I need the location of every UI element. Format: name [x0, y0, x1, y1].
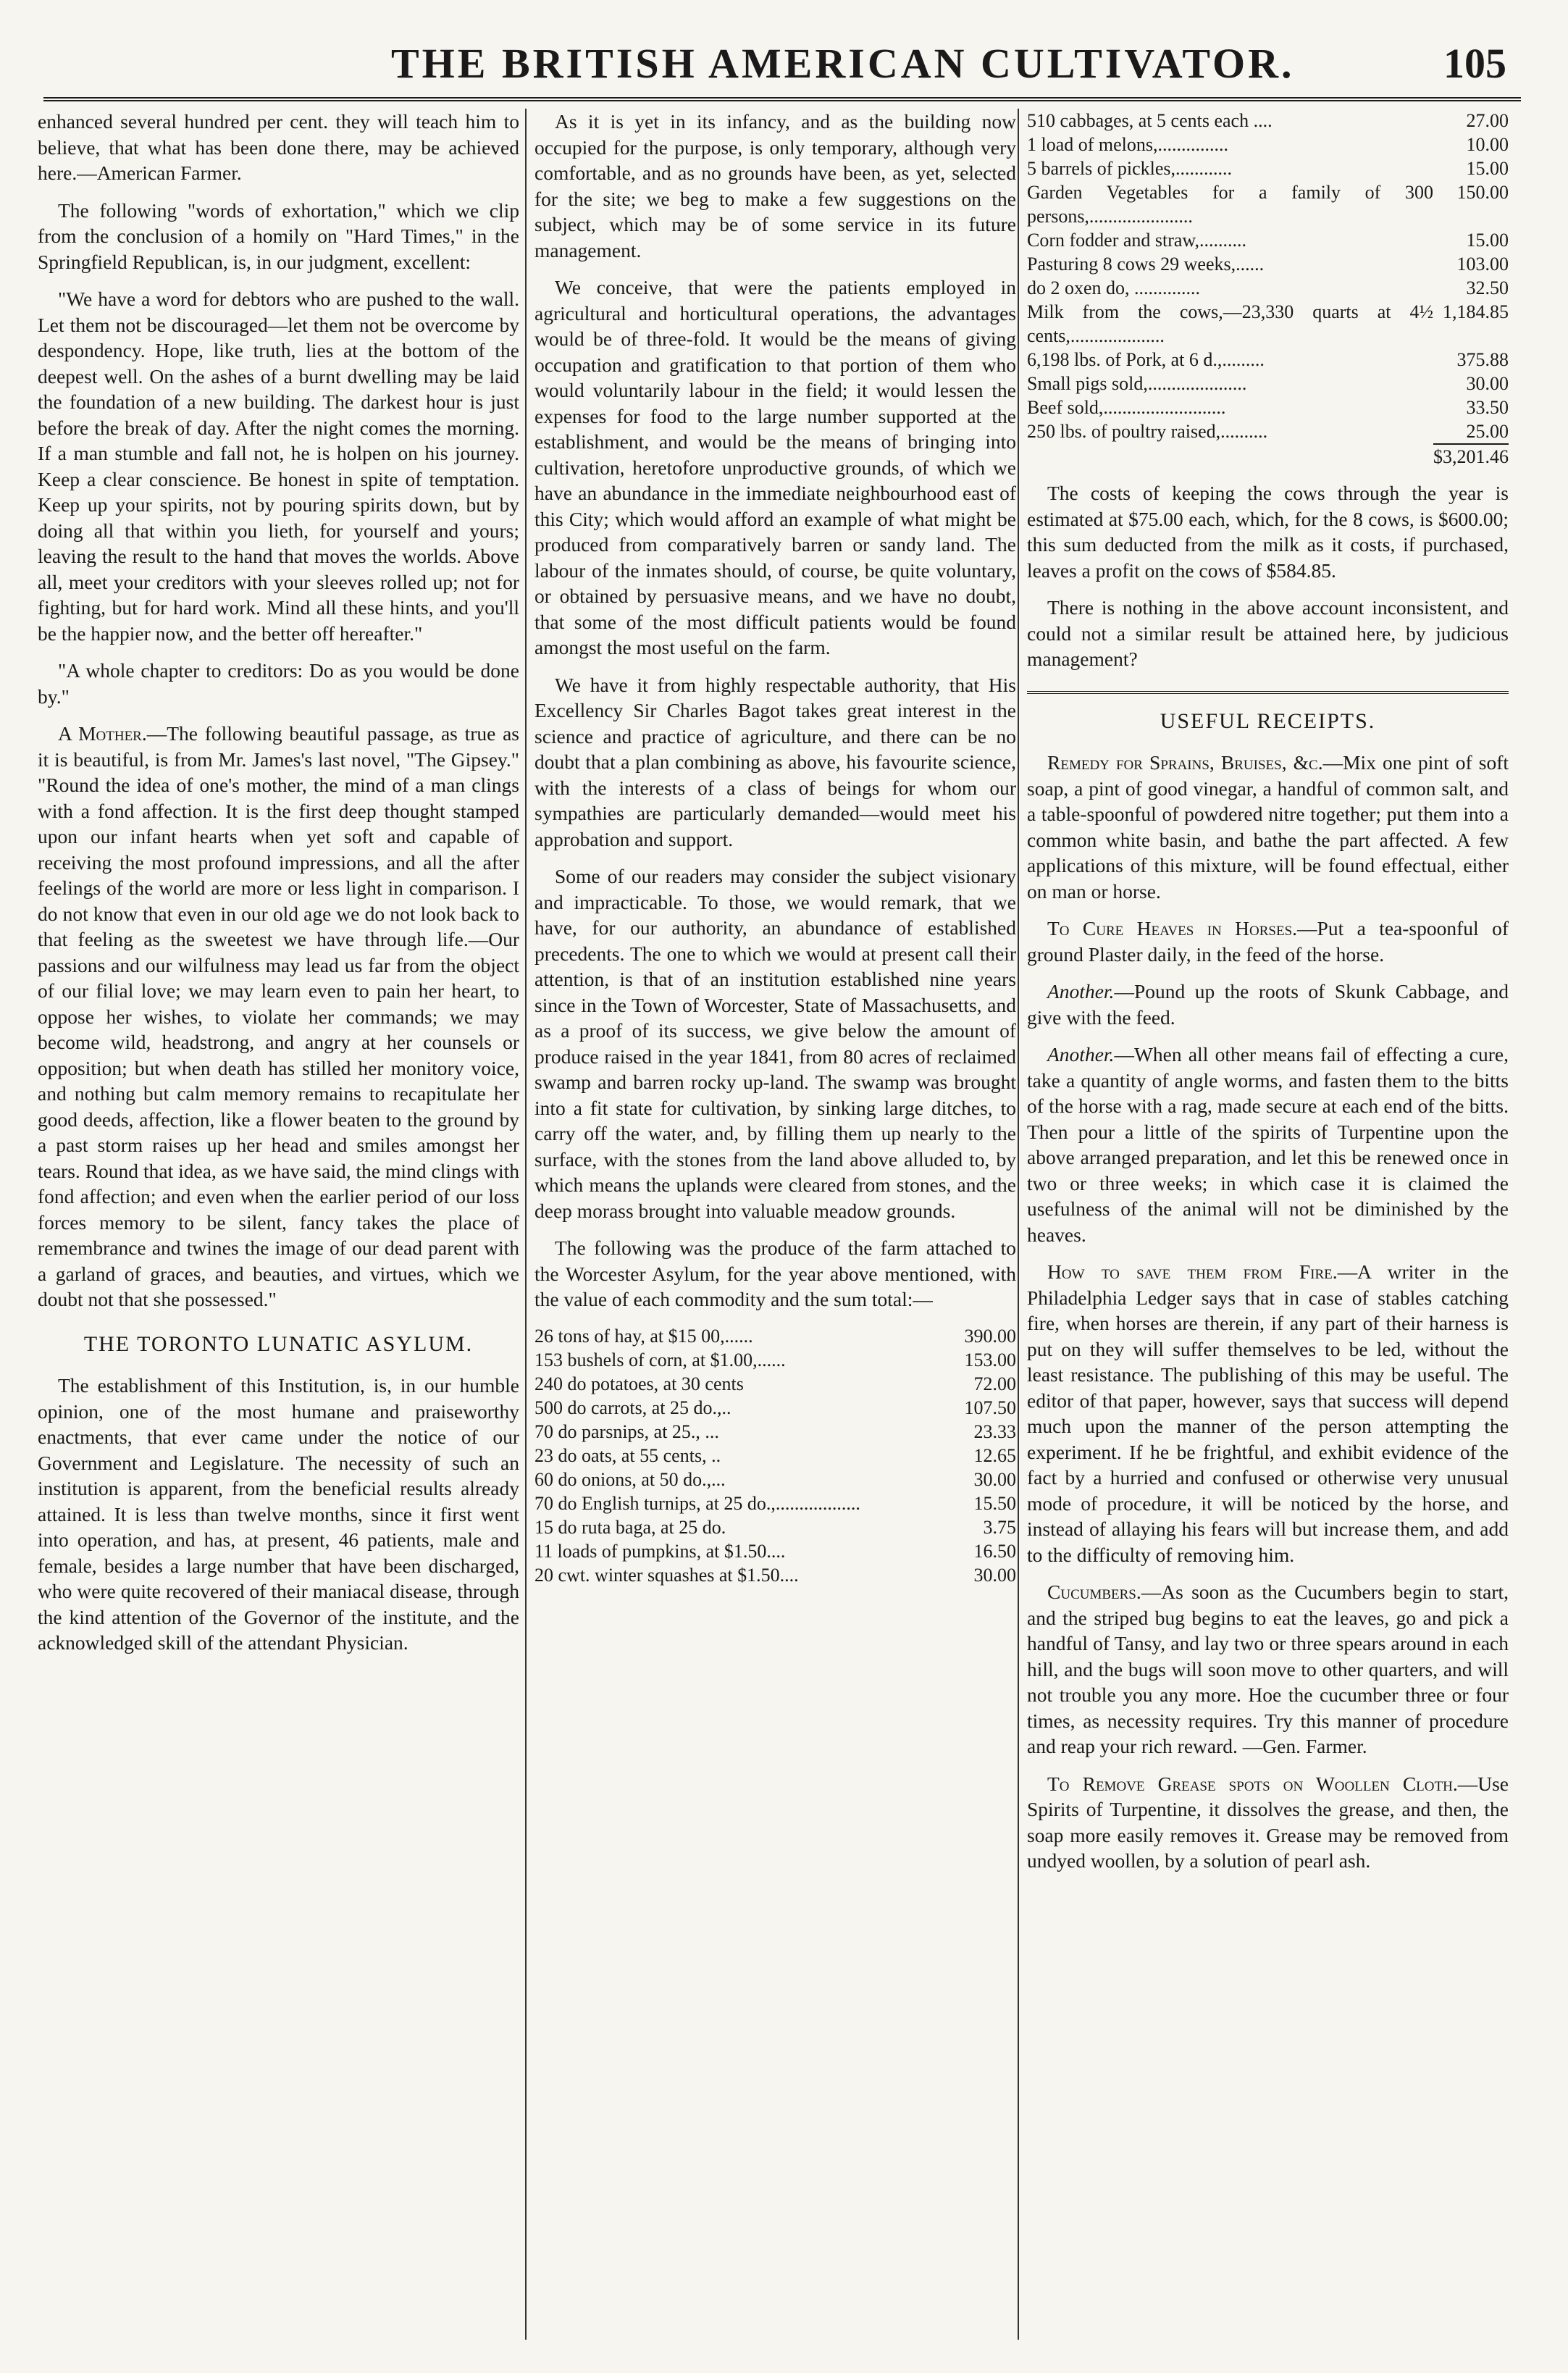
produce-item: Pasturing 8 cows 29 weeks,......: [1027, 254, 1265, 275]
produce-item: 26 tons of hay, at $15 00,......: [534, 1325, 753, 1347]
receipt-body: —Use Spirits of Turpentine, it dissolves the grease, and then, the soap more easily removes it. Grease may be removed from undyed woollen, by a solution of pearl ash.: [1027, 1772, 1509, 1872]
table-row: [534, 1324, 1016, 1348]
produce-item: 500 do carrots, at 25 do.,..: [534, 1397, 731, 1418]
produce-table-continued: [1027, 109, 1509, 469]
column-2: [534, 109, 1016, 1587]
produce-table: [534, 1324, 1016, 1587]
table-row: [1027, 180, 1509, 228]
table-row: [534, 1444, 1016, 1468]
column-divider: [1018, 109, 1019, 2340]
produce-item: 70 do parsnips, at 25., ...: [534, 1420, 719, 1442]
receipt-body: —Put a tea-spoonful of ground Plaster daily, in the feed of the horse.: [1027, 917, 1509, 966]
produce-amount: 375.88: [1456, 349, 1509, 370]
produce-item: 153 bushels of corn, at $1.00,......: [534, 1349, 786, 1370]
produce-amount: 3.75: [983, 1516, 1016, 1538]
produce-item: 6,198 lbs. of Pork, at 6 d.,.........: [1027, 349, 1265, 370]
paragraph: Some of our readers may consider the subject visionary and impracticable. To those, we would remark, that we have, for our authority, an abundance of established precedents. The one to which we would at present call their attention, is that of an institution established nine years since in the Town of Worcester, State of Massachusetts, and as a proof of its success, we give below the amount of produce raised in the year 1841, from 80 acres of reclaimed swamp and barren rocky up-land. The swamp was brought into a fit state for cultivation, by sinking large ditches, to carry off the water, and, by filling them up nearly to the surface, with the stones from the land above alluded to, by which means the uplands were cleared from stones, and the deep morass brought into valuable meadow grounds.: [534, 865, 1016, 1222]
produce-item: 250 lbs. of poultry raised,..........: [1027, 421, 1268, 442]
table-row: [1027, 372, 1509, 396]
produce-amount: 103.00: [1456, 254, 1509, 275]
produce-total: $3,201.46: [1433, 444, 1509, 469]
receipt-lead: Remedy for Sprains, Bruises, &c.: [1047, 751, 1323, 774]
receipt: [1027, 979, 1509, 1030]
produce-amount: 12.65: [973, 1444, 1016, 1466]
paragraph: The costs of keeping the cows through the year is estimated at $75.00 each, which, for the 8 cows, is $600.00; this sum deducted from the milk as it costs, if purchased, leaves a profit on the cows of $584.85.: [1027, 482, 1509, 582]
produce-item: Corn fodder and straw,..........: [1027, 230, 1247, 251]
receipt-body: —Mix one pint of soft soap, a pint of good vinegar, a handful of common salt, and a table-spoonful of powdered nitre together; put them into a common white basin, and bathe the part affected. A few applications of this mixture, will be found effectual, either on man or horse.: [1027, 751, 1509, 903]
receipt-body: —When all other means fail of effecting a cure, take a quantity of angle worms, and fasten them to the bitts of the horse with a rag, made secure at each end of the bitts. Then pour a little of the spirits of Turpentine upon the above arranged preparation, and let this be renewed once in two or three weeks; in which case it is claimed the usefulness of the animal will not be diminished by the heaves.: [1027, 1043, 1509, 1246]
produce-amount: 30.00: [973, 1468, 1016, 1490]
table-row: [534, 1420, 1016, 1444]
produce-item: 1 load of melons,...............: [1027, 134, 1229, 155]
paragraph: The following was the produce of the farm attached to the Worcester Asylum, for the year above mentioned, with the value of each commodity and the sum total:—: [534, 1236, 1016, 1310]
receipt: [1027, 1771, 1509, 1874]
produce-item: 23 do oats, at 55 cents, ..: [534, 1444, 721, 1466]
paragraph: The following "words of exhortation," which we clip from the conclusion of a homily on "Hard Times," in the Springfield Republican, is, in our judgment, excellent:: [38, 198, 519, 273]
produce-amount: 25.00: [1466, 421, 1509, 442]
receipt-lead: Another.: [1047, 1043, 1115, 1066]
table-row: [534, 1539, 1016, 1563]
receipt: [1027, 1042, 1509, 1247]
table-row: [534, 1468, 1016, 1491]
receipt-lead: Cucumbers.: [1047, 1581, 1141, 1603]
receipt: [1027, 750, 1509, 904]
table-row: [534, 1348, 1016, 1372]
produce-item: do 2 oxen do, ..............: [1027, 277, 1201, 298]
paragraph: There is nothing in the above account inconsistent, and could not a similar result be attained here, by judicious management?: [1027, 596, 1509, 670]
produce-item: 11 loads of pumpkins, at $1.50....: [534, 1540, 786, 1562]
receipt-body: —A writer in the Philadelphia Ledger says that in case of stables catching fire, when horses are therein, if any part of their harness is put on they will suffer themselves to be led, without the least resistance. The publishing of this may be useful. The editor of that paper, however, says that success will depend much upon the manner of the person attempting the experiment. If he be frightful, and exhibit evidence of the fact by a hurried and confused or otherwise very unusual mode of procedure, it will be noticed by the horse, and instead of allaying his fears will but increase them, and add to the difficulty of removing him.: [1027, 1260, 1509, 1566]
receipt-lead: To Cure Heaves in Horses.: [1047, 917, 1298, 939]
table-row: [1027, 252, 1509, 276]
paragraph: We conceive, that were the patients employed in agricultural and horticultural operations, the advantages would be of three-fold. It would be the means of giving occupation and gratification to that portion of them who would voluntarily labour in the field; it would lessen the expenses for food to the large number supported at the establishment, and would be the means of bringing into cultivation, heretofore unproductive grounds, of which we have an abundance in the immediate neighbourhood east of this City; which would afford an example of what might be produced from comparatively barren or sandy land. The labour of the inmates should, of course, be quite voluntary, or obtained by persuasive means, and we have no doubt, that some of the most difficult patients would be found amongst the most useful on the farm.: [534, 276, 1016, 658]
produce-amount: 16.50: [973, 1540, 1016, 1562]
paragraph: enhanced several hundred per cent. they will teach him to believe, that what has been done there, may be achieved here.—American Farmer.: [38, 110, 519, 184]
table-row: [1027, 348, 1509, 372]
produce-amount: 30.00: [973, 1564, 1016, 1586]
produce-amount: 153.00: [964, 1349, 1016, 1370]
produce-item: Milk from the cows,—23,330 quarts at 4½ cents,....................: [1027, 301, 1433, 346]
produce-amount: 15.50: [973, 1492, 1016, 1514]
produce-amount: 107.50: [964, 1397, 1016, 1418]
produce-item: 15 do ruta baga, at 25 do.: [534, 1516, 726, 1538]
column-divider: [525, 109, 527, 2340]
produce-item: 240 do potatoes, at 30 cents: [534, 1373, 744, 1394]
produce-amount: 72.00: [973, 1373, 1016, 1394]
produce-item: 5 barrels of pickles,............: [1027, 158, 1233, 179]
total-row: [1027, 444, 1509, 469]
masthead-title: THE BRITISH AMERICAN CULTIVATOR.: [391, 40, 1295, 87]
produce-item: 70 do English turnips, at 25 do.,..................: [534, 1492, 860, 1514]
table-row: [534, 1491, 1016, 1515]
receipt: [1027, 916, 1509, 967]
produce-amount: 150.00: [1456, 182, 1509, 203]
table-row: [534, 1396, 1016, 1420]
paragraph: "We have a word for debtors who are pushed to the wall. Let them not be discouraged—let them not be overcome by despondency. Hope, like truth, lies at the bottom of the deepest well. On the ashes of a burnt dwelling may be laid the foundation of a new building. The darkest hour is just before the break of day. After the night comes the morning. If a man stumble and fall not, he is holpen on his journey. Keep a clear conscience. Be honest in spite of temptation. Keep up your spirits, not by pouring spirits down, but by doing all that within you lieth, for yourself and yours; leaving the result to the hand that moves the worlds. Above all, meet your creditors with your sleeves rolled up; not for fighting, but for hard work. Mind all these hints, and you'll be the happier now, and the better off hereafter.": [38, 288, 519, 645]
table-row: [1027, 133, 1509, 156]
table-row: [534, 1372, 1016, 1396]
paragraph: As it is yet in its infancy, and as the building now occupied for the purpose, is only temporary, although very comfortable, and as no grounds have been, as yet, selected for the site; we beg to make a few suggestions on the subject, which may be of some service in its future management.: [534, 110, 1016, 261]
receipt: [1027, 1259, 1509, 1568]
produce-item: 510 cabbages, at 5 cents each ....: [1027, 110, 1273, 131]
receipt-body: —Pound up the roots of Skunk Cabbage, and give with the feed.: [1027, 980, 1509, 1029]
receipt-lead: How to save them from Fire.: [1047, 1260, 1338, 1283]
produce-amount: 32.50: [1466, 277, 1509, 298]
table-row: [1027, 228, 1509, 252]
masthead: [43, 17, 1521, 101]
table-row: [1027, 276, 1509, 300]
receipt-lead: Another.: [1047, 980, 1115, 1003]
produce-amount: 10.00: [1466, 134, 1509, 155]
produce-item: Small pigs sold,.....................: [1027, 373, 1247, 394]
produce-amount: 1,184.85: [1443, 301, 1509, 322]
page-number: 105: [1443, 40, 1506, 87]
produce-amount: 27.00: [1466, 110, 1509, 131]
paragraph: The establishment of this Institution, is, in our humble opinion, one of the most humane and praiseworthy enactments, that ever came under the notice of our Government and Legislature. The necessity of such an institution is apparent, from the beneficial results already attained. It is less than twelve months, since it first went into operation, and has, at present, 46 patients, male and female, besides a large number that have been discharged, who were quite recovered of their maniacal disease, through the kind attention of the Governor of the institute, and the acknowledged skill of the attendant Physician.: [38, 1374, 519, 1654]
paragraph: We have it from highly respectable authority, that His Excellency Sir Charles Bagot takes great interest in the science and practice of agriculture, and there can be no doubt that a plan combining as above, his favourite science, with the interests of a class of beings for whom our sympathies are particularly demanded—would meet his approbation and support.: [534, 673, 1016, 850]
table-row: [534, 1563, 1016, 1587]
section-heading: THE TORONTO LUNATIC ASYLUM.: [83, 1331, 474, 1356]
produce-item: Garden Vegetables for a family of 300 persons,......................: [1027, 182, 1433, 227]
column-1: [38, 109, 519, 1667]
produce-item: Beef sold,..........................: [1027, 397, 1226, 418]
table-row: [1027, 300, 1509, 348]
table-row: [1027, 156, 1509, 180]
produce-item: 20 cwt. winter squashes at $1.50....: [534, 1564, 799, 1586]
produce-amount: 23.33: [973, 1420, 1016, 1442]
produce-item: 60 do onions, at 50 do.,...: [534, 1468, 726, 1490]
produce-amount: 33.50: [1466, 397, 1509, 418]
produce-amount: 390.00: [964, 1325, 1016, 1347]
receipt-body: —As soon as the Cucumbers begin to start, and the striped bug begins to eat the leaves, go and pick a handful of Tansy, and lay two or three spears around in each hill, and the bugs will soon move to other quarters, and will not trouble you any more. Hoe the cucumber three or four times, as necessity requires. Try this manner of procedure and reap your rich reward. —Gen. Farmer.: [1027, 1581, 1509, 1757]
table-row: [534, 1515, 1016, 1539]
table-row: [1027, 396, 1509, 419]
receipt-lead: To Remove Grease spots on Woollen Cloth.: [1047, 1772, 1458, 1795]
paragraph: "A whole chapter to creditors: Do as you would be done by.": [38, 659, 519, 708]
article-body: —The following beautiful passage, as true as it is beautiful, is from Mr. James's last novel, "The Gipsey." "Round the idea of one's mother, the mind of a man clings with a fond affection. It is the first deep thought stamped upon our infant hearts when yet soft and capable of receiving the most profound impressions, and all the after feelings of the world are more or less light in comparison. I do not know that even in our old age we do not look back to that feeling as the sweetest we have through life.—Our passions and our wilfulness may lead us far from the object of our filial love; we may learn even to pain her heart, to oppose her wishes, to violate her commands; we may become wild, headstrong, and angry at her counsels or opposition; but when death has stilled her monitory voice, and nothing but calm memory remains to recapitulate her good deeds, affection, like a flower beaten to the ground by a past storm raises up her head and smiles amongst her tears. Round that idea, as we have said, the mind clings with fond affection; and even when the earlier period of our loss forces memory to be silent, fancy takes the place of remembrance and twines the image of our dead parent with a garland of graces, and beauties, and virtues, which we doubt not that she possessed.": [38, 722, 519, 1310]
table-row: [1027, 109, 1509, 133]
produce-amount: 30.00: [1466, 373, 1509, 394]
article-lead: A Mother.: [58, 722, 147, 745]
table-row: [1027, 419, 1509, 444]
produce-amount: 15.00: [1466, 158, 1509, 179]
article-mother: [38, 721, 519, 1313]
produce-amount: 15.00: [1466, 230, 1509, 251]
section-heading: USEFUL RECEIPTS.: [1027, 691, 1509, 734]
column-3: [1027, 109, 1509, 1886]
receipt: [1027, 1579, 1509, 1759]
